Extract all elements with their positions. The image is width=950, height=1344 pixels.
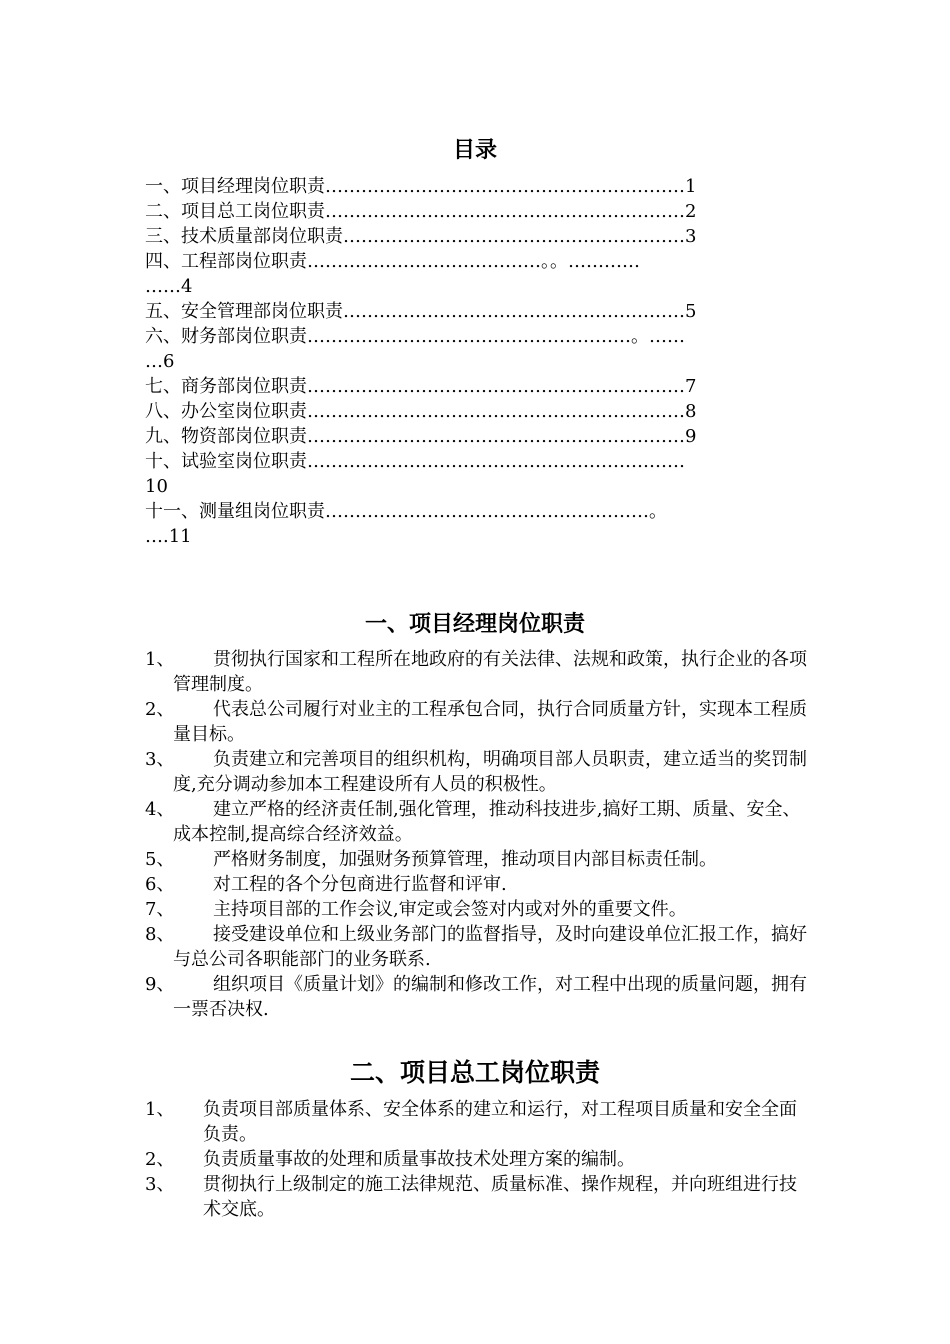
toc-line[interactable]: 八、办公室岗位职责………………………………………………………8 [145,401,697,422]
item-text: 贯彻执行上级制定的施工法律规范、质量标准、操作规程，并向班组进行技术交底。 [203,1174,797,1220]
table-of-contents [145,174,810,549]
item-number: 4、 [145,799,175,820]
toc-line[interactable]: 九、物资部岗位职责………………………………………………………9 [145,426,697,447]
item-text: 负责质量事故的处理和质量事故技术处理方案的编制。 [203,1149,635,1170]
toc-title: 目录 [452,138,497,163]
item-text: 建立严格的经济责任制,强化管理，推动科技进步,搞好工期、质量、安全、成本控制,提高综合经济效益。 [173,799,801,845]
item-number: 1、 [145,649,175,670]
item-number: 7、 [145,899,175,920]
toc-line[interactable]: 三、技术质量部岗位职责…………………………………………………3 [145,226,697,247]
list-item [145,647,810,697]
toc-line[interactable]: 一、项目经理岗位职责……………………………………………………1 [145,176,697,197]
toc-line[interactable]: ….11 [145,526,192,547]
item-text: 主持项目部的工作会议,审定或会签对内或对外的重要文件。 [213,899,687,920]
item-number: 3、 [145,749,175,770]
list-item [145,747,810,797]
list-item [145,1147,810,1172]
toc-line[interactable]: 十、试验室岗位职责……………………………………………………… [145,451,685,472]
toc-line[interactable]: 10 [145,476,168,497]
item-number: 9、 [145,974,175,995]
toc-line[interactable]: 七、商务部岗位职责………………………………………………………7 [145,376,697,397]
item-number: 1、 [145,1099,175,1120]
list-item [145,847,810,872]
list-item [145,922,810,972]
list-item [145,972,810,1022]
item-text: 代表总公司履行对业主的工程承包合同，执行合同质量方针，实现本工程质量目标。 [173,699,807,745]
section1-list [145,647,810,1022]
toc-line[interactable]: 二、项目总工岗位职责……………………………………………………2 [145,201,697,222]
list-item [145,697,810,747]
item-text: 负责建立和完善项目的组织机构，明确项目部人员职责，建立适当的奖罚制度,充分调动参加本工程建设所有人员的积极性。 [173,749,807,795]
item-text: 组织项目《质量计划》的编制和修改工作，对工程中出现的质量问题，拥有一票否决权. [173,974,807,1020]
item-text: 严格财务制度，加强财务预算管理，推动项目内部目标责任制。 [213,849,717,870]
item-number: 2、 [145,1149,175,1170]
toc-line[interactable]: ……4 [145,276,193,297]
item-number: 3、 [145,1174,175,1195]
item-text: 负责项目部质量体系、安全体系的建立和运行，对工程项目质量和安全全面负责。 [203,1099,797,1145]
list-item [145,897,810,922]
list-item [145,872,810,897]
toc-line[interactable]: …6 [145,351,175,372]
section2-list [145,1097,810,1222]
toc-line[interactable]: 五、安全管理部岗位职责…………………………………………………5 [145,301,697,322]
item-number: 8、 [145,924,175,945]
list-item [145,1172,810,1222]
list-item [145,797,810,847]
item-text: 贯彻执行国家和工程所在地政府的有关法律、法规和政策，执行企业的各项管理制度。 [173,649,807,695]
section-title-project-manager: 一、项目经理岗位职责 [364,612,585,637]
list-item [145,1097,810,1147]
toc-line[interactable]: 四、工程部岗位职责…………………………………。。………… [145,251,640,272]
toc-line[interactable]: 十一、测量组岗位职责………………………………………………。 [145,501,667,522]
item-text: 接受建设单位和上级业务部门的监督指导，及时向建设单位汇报工作，搞好与总公司各职能部门的业务联系. [173,924,807,970]
item-text: 对工程的各个分包商进行监督和评审. [213,874,507,895]
item-number: 2、 [145,699,175,720]
toc-line[interactable]: 六、财务部岗位职责………………………………………………。…… [145,326,685,347]
section-title-chief-engineer: 二、项目总工岗位职责 [349,1058,600,1087]
item-number: 5、 [145,849,175,870]
item-number: 6、 [145,874,175,895]
